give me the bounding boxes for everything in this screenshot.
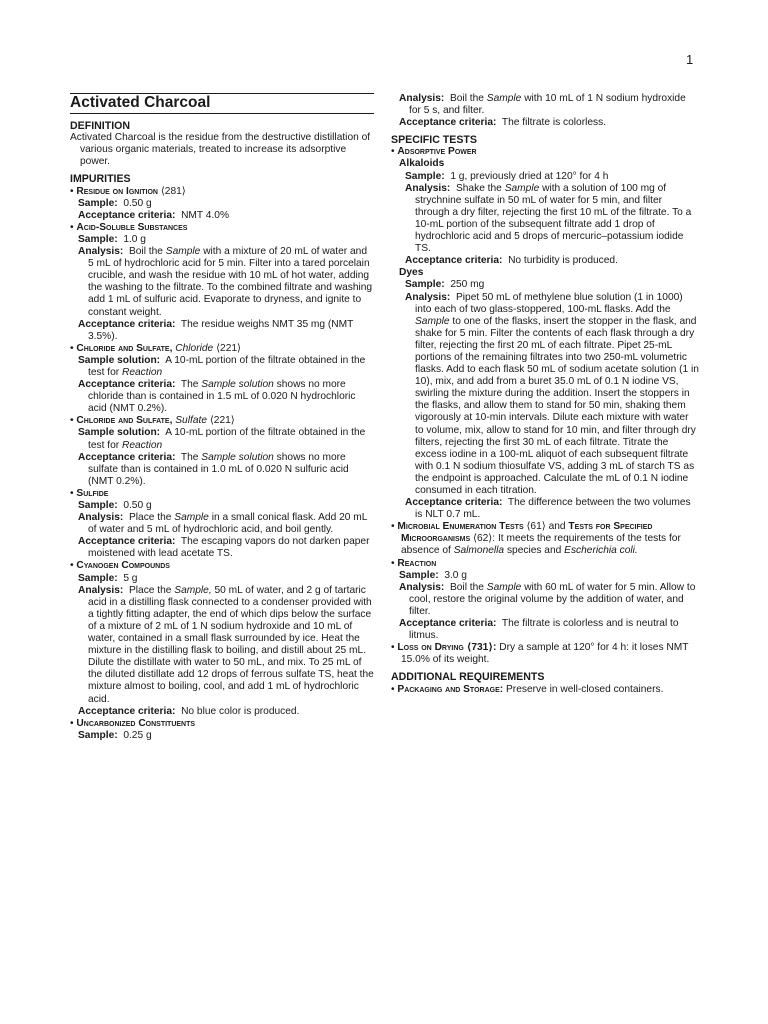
impurities-heading: IMPURITIES	[70, 173, 131, 186]
chloride-acceptance: Acceptance criteria: The Sample solution shows no more chloride than is contained in 1.5 mL of 0.020 N hydrochloric acid (NMT 0.2%).	[78, 379, 356, 415]
left-column	[70, 93, 374, 742]
uncarbonized-sample: Sample: 0.25 g	[78, 729, 152, 741]
additional-requirements-heading: ADDITIONAL REQUIREMENTS	[391, 671, 545, 684]
dyes-sample: Sample: 250 mg	[405, 279, 485, 291]
alkaloids-acceptance: Acceptance criteria: No turbidity is produced.	[405, 255, 618, 267]
page-number: 1	[686, 52, 694, 67]
test-sulfide: • Sulfide	[70, 487, 109, 499]
right-column	[391, 93, 699, 696]
test-acid-soluble: • Acid-Soluble Substances	[70, 221, 188, 233]
dyes-label: Dyes	[399, 267, 424, 279]
sulfide-acceptance: Acceptance criteria: The escaping vapors do not darken paper moistened with lead acetate TS.	[78, 536, 370, 560]
reaction-analysis: Analysis: Boil the Sample with 60 mL of water for 5 min. Allow to cool, restore the original volume by the addition of water, and filter.	[399, 581, 696, 617]
sulfide-analysis: Analysis: Place the Sample in a small conical flask. Add 20 mL of water and 5 mL of hydrochloric acid, and boil gently.	[78, 512, 368, 536]
cyanogen-analysis: Analysis: Place the Sample, 50 mL of water, and 2 g of tartaric acid in a distilling flask connected to a condenser provided with a tightly fitting adapter, the end of which dips below the surface of a mixture of 2 mL of 1 N sodium hydroxide and 10 mL of water, contained in a small flask surrounded by ice. Heat the mixture in the distilling flask to boiling, and distill about 25 mL. Dilute the distillate with water to 50 mL, and mix. To 25 mL of the diluted distillate add 12 drops of ferrous sulfate TS, heat the mixture almost to boiling, cool, and add 1 mL of hydrochloric acid.	[78, 584, 374, 705]
reaction-sample: Sample: 3.0 g	[399, 569, 467, 581]
test-uncarbonized: • Uncarbonized Constituents	[70, 717, 196, 729]
test-loss-on-drying: • Loss on Drying ⟨731⟩: Dry a sample at 120° for 4 h: it loses NMT 15.0% of its weight.	[391, 642, 689, 666]
sulfate-sample-solution: Sample solution: A 10-mL portion of the filtrate obtained in the test for Reaction	[78, 427, 366, 451]
acid-acceptance: Acceptance criteria: The residue weighs NMT 35 mg (NMT 3.5%).	[78, 318, 354, 342]
test-residue-on-ignition: • Residue on Ignition ⟨281⟩	[70, 185, 186, 197]
monograph-title: Activated Charcoal	[70, 93, 374, 114]
specific-tests-heading: SPECIFIC TESTS	[391, 134, 477, 147]
sulfide-sample: Sample: 0.50 g	[78, 500, 152, 511]
dyes-analysis: Analysis: Pipet 50 mL of methylene blue solution (1 in 1000) into each of two glass-stoppered, 100-mL flasks. Add the Sample to one of the flasks, insert the stopper in the flask, and shake for 5 min. Filter the contents of each flask through a dry filter, rejecting the first 20 mL of each filtrate. Pipet 25-mL portions of the remaining filtrates into two 250-mL volumetric flasks. Add to each flask 50 mL of sodium acetate solution (1 in 10), mix, and add from a buret 35.0 mL of 0.1 N iodine VS, swirling the mixture during the addition. Insert the stoppers in the flasks, and allow them to stand for 50 min, shaking them vigorously at 10-min intervals. Dilute each mixture with water to volume, mix, allow to stand for 10 min, and filter through dry filters, rejecting the first 30 mL of each filtrate. Titrate the excess iodine in a 100-mL aliquot of each subsequent filtrate with 0.1 N sodium thiosulfate VS, adding 3 mL of starch TS as the endpoint is approached. Calculate the mL of 0.1 N iodine consumed in each titration.	[405, 291, 699, 496]
uncarbonized-analysis: Analysis: Boil the Sample with 10 mL of 1 N sodium hydroxide for 5 s, and filter.	[399, 93, 686, 117]
alkaloids-label: Alkaloids	[399, 158, 445, 170]
alkaloids-analysis: Analysis: Shake the Sample with a solution of 100 mg of strychnine sulfate in 50 mL of water for 5 min, and filter through a dry filter, rejecting the first 10 mL of the filtrate. To a 10-mL portion of the subsequent filtrate add 1 drop of hydrochloric acid and 5 drops of mercuric–potassium iodide TS.	[405, 182, 692, 255]
sulfate-acceptance: Acceptance criteria: The Sample solution shows no more sulfate than is contained in 1.0 mL of 0.020 N sulfuric acid (NMT 0.2%).	[78, 451, 349, 487]
reaction-acceptance: Acceptance criteria: The filtrate is colorless and is neutral to litmus.	[399, 618, 679, 642]
packaging-storage: • Packaging and Storage: Preserve in well-closed containers.	[391, 683, 664, 695]
test-microbial: • Microbial Enumeration Tests ⟨61⟩ and Tests for Specified Microorganisms ⟨62⟩: It meets the requirements of the tests for absence of Salmonella species and Escherichia coli.	[391, 521, 681, 557]
cyanogen-acceptance: Acceptance criteria: No blue color is produced.	[78, 705, 300, 717]
chloride-sample-solution: Sample solution: A 10-mL portion of the filtrate obtained in the test for Reaction	[78, 354, 366, 378]
test-sulfate: • Chloride and Sulfate, Sulfate ⟨221⟩	[70, 415, 235, 427]
acid-analysis: Analysis: Boil the Sample with a mixture of 20 mL of water and 5 mL of hydrochloric acid for 5 min. Filter into a tared porcelain crucible, and wash the residue with 10 mL of hot water, adding the washing to the filtrate. To the combined filtrate and washing add 1 mL of sulfuric acid. Evaporate to dryness, and ignite to constant weight.	[78, 246, 373, 318]
roi-acceptance: Acceptance criteria: NMT 4.0%	[78, 209, 230, 221]
test-cyanogen: • Cyanogen Compounds	[70, 560, 170, 572]
acid-sample: Sample: 1.0 g	[78, 233, 146, 245]
dyes-acceptance: Acceptance criteria: The difference between the two volumes is NLT 0.7 mL.	[405, 497, 691, 521]
test-reaction: • Reaction	[391, 557, 437, 569]
uncarbonized-acceptance: Acceptance criteria: The filtrate is colorless.	[399, 117, 607, 129]
definition-heading: DEFINITION	[70, 120, 131, 133]
alkaloids-sample: Sample: 1 g, previously dried at 120° for 4 h	[405, 170, 609, 182]
definition-text: Activated Charcoal is the residue from the destructive distillation of various organic materials, treated to increase its adsorptive power.	[70, 132, 371, 168]
test-chloride: • Chloride and Sulfate, Chloride ⟨221⟩	[70, 342, 242, 354]
roi-sample: Sample: 0.50 g	[78, 197, 152, 209]
test-adsorptive-power: • Adsorptive Power	[391, 146, 477, 158]
cyanogen-sample: Sample: 5 g	[78, 572, 138, 584]
